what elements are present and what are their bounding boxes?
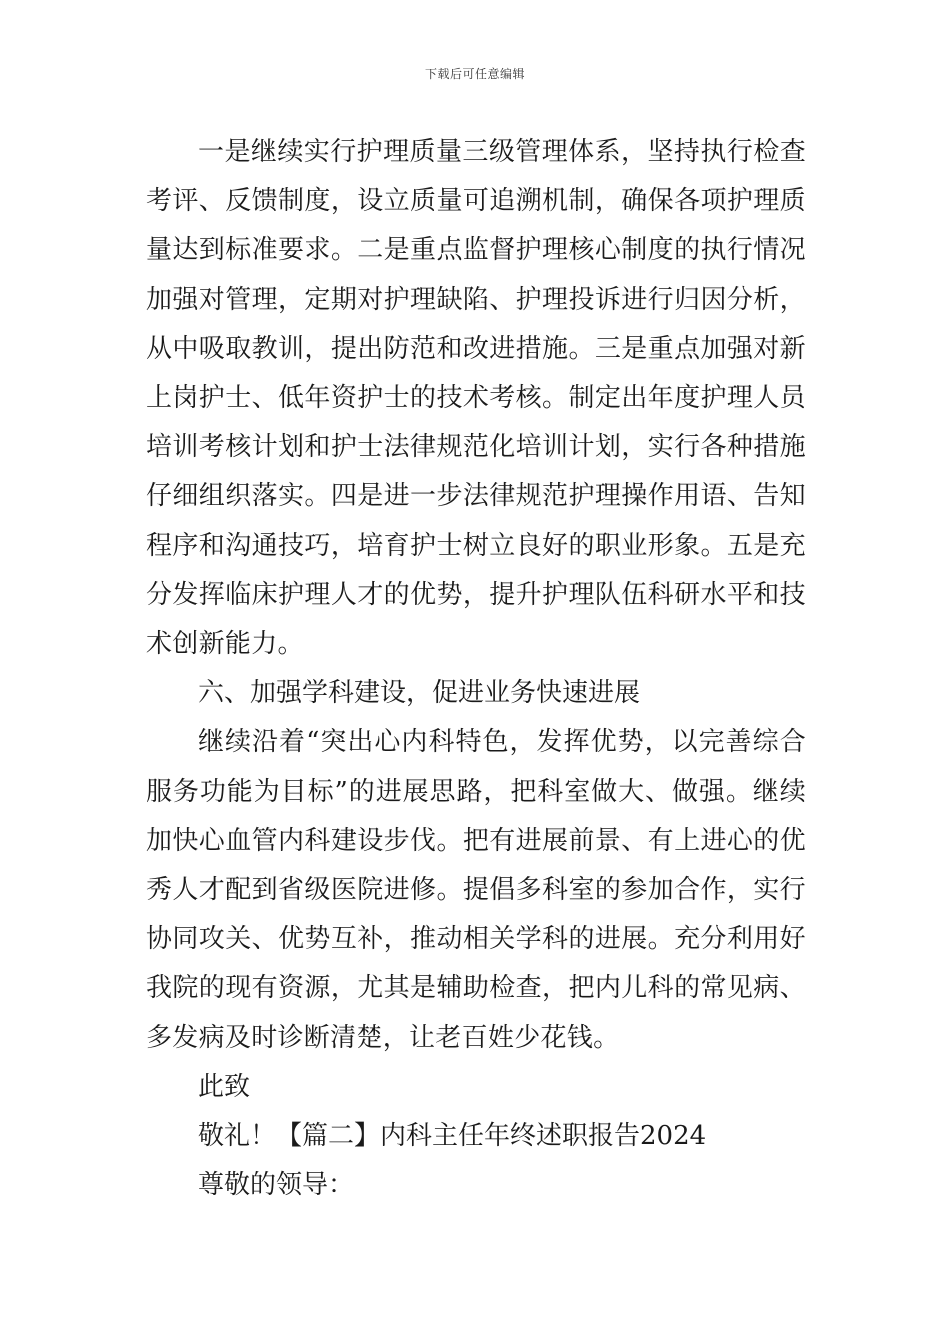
page-header: 下载后可任意编辑 (424, 67, 525, 81)
document-body (146, 128, 806, 1210)
paragraph-discipline-building: 继续沿着“突出心内科特色，发挥优势，以完善综合服务功能为目标”的进展思路，把科室做大、做强。继续加快心血管内科建设步伐。把有进展前景、有上进心的优秀人才配到省级医院进修。提倡多科室的参加合作，实行协同攻关、优势互补，推动相关学科的进展。充分利用好我院的现有资源，尤其是辅助检查，把内儿科的常见病、多发病及时诊断清楚，让老百姓少花钱。 (146, 727, 806, 1053)
closing-salutation: 此致 (198, 1071, 251, 1102)
section-heading-discipline-building: 六、加强学科建设，促进业务快速进展 (198, 678, 641, 709)
closing-regards-and-next-title: 敬礼！【篇二】内科主任年终述职报告2024 (198, 1121, 707, 1152)
greeting-line: 尊敬的领导： (198, 1170, 355, 1201)
paragraph-nursing-quality: 一是继续实行护理质量三级管理体系，坚持执行检查考评、反馈制度，设立质量可追溯机制，确保各项护理质量达到标准要求。二是重点监督护理核心制度的执行情况加强对管理，定期对护理缺陷、护理投诉进行归因分析，从中吸取教训，提出防范和改进措施。三是重点加强对新上岗护士、低年资护士的技术考核。制定出年度护理人员培训考核计划和护士法律规范化培训计划，实行各种措施仔细组织落实。四是进一步法律规范护理操作用语、告知程序和沟通技巧，培育护士树立良好的职业形象。五是充分发挥临床护理人才的优势，提升护理队伍科研水平和技术创新能力。 (146, 137, 806, 660)
